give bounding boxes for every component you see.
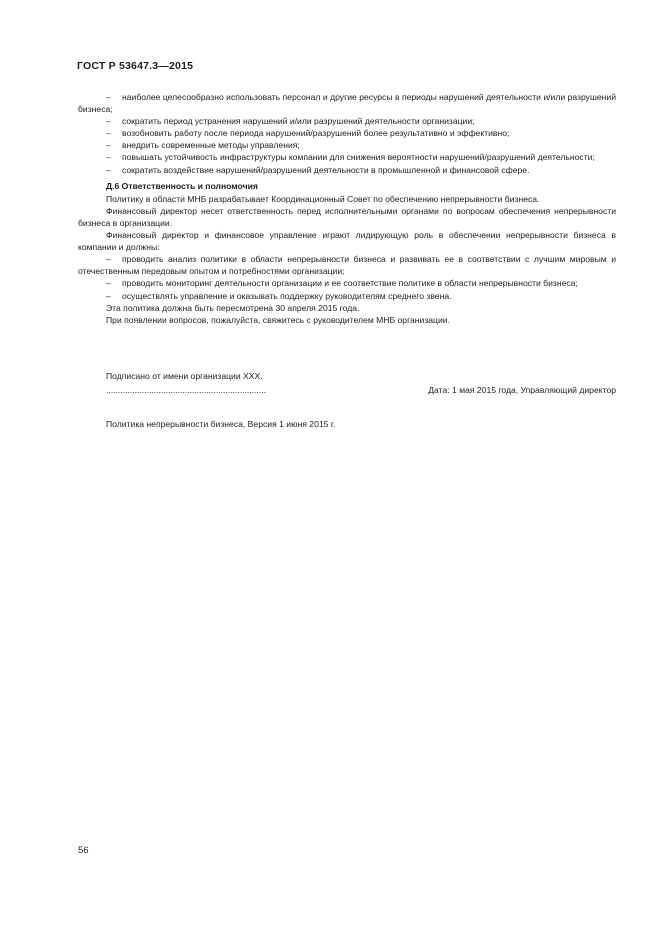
list-item: – внедрить современные методы управления; (106, 140, 300, 151)
list-item: – проводить анализ политики в области непрерывности бизнеса и развивать ее в соответствии с лучшим мировым и отечественным передовым опытом и потребностями организации; (78, 254, 616, 277)
paragraph: При появлении вопросов, пожалуйста, свяжитесь с руководителем МНБ организации. (106, 314, 450, 325)
paragraph: Финансовый директор и финансовое управление играют лидирующую роль в обеспечении непрерывности бизнеса в компании и должны: (78, 230, 616, 253)
standard-code-header: ГОСТ Р 53647.3—2015 (77, 60, 194, 72)
dash-marker: – (106, 254, 111, 265)
list-item: – проводить мониторинг деятельности организации и ее соответствие политике в области непрерывности бизнеса; (106, 278, 578, 289)
list-item: – возобновить работу после периода нарушений/разрушений более результативно и эффективно; (106, 128, 510, 139)
document-body (78, 91, 616, 430)
dash-marker: – (106, 116, 111, 127)
signature-date-role: Дата: 1 мая 2015 года, Управляющий директор (428, 384, 616, 395)
dash-marker: – (106, 164, 111, 175)
signature-line (78, 384, 616, 396)
list-item: – осуществлять управление и оказывать поддержку руководителям среднего звена. (106, 290, 452, 301)
list-item: – сократить период устранения нарушений и/или разрушений деятельности организации; (106, 116, 475, 127)
page-number: 56 (78, 845, 89, 856)
dash-marker: – (106, 128, 111, 139)
paragraph: Политику в области МНБ разрабатывает Координационный Совет по обеспечению непрерывности бизнеса. (106, 193, 540, 204)
dash-marker: – (106, 152, 111, 163)
paragraph: Эта политика должна быть пересмотрена 30 апреля 2015 года. (106, 302, 360, 313)
dash-marker: – (106, 140, 111, 151)
signature-dots: ................................................................... (106, 384, 266, 395)
dash-marker: – (106, 290, 111, 301)
list-item: – сократить воздействие нарушений/разрушений деятельности в промышленной и финансовой сфере. (106, 164, 530, 175)
dash-marker: – (106, 92, 111, 102)
policy-version-note: Политика непрерывности бизнеса, Версия 1 июня 2015 г. (106, 418, 336, 429)
dash-marker: – (106, 278, 111, 289)
list-item: – повышать устойчивость инфраструктуры компании для снижения вероятности нарушений/разрушений деятельности; (106, 152, 595, 163)
section-heading: Д.6 Ответственность и полномочия (106, 180, 258, 191)
paragraph: Финансовый директор несет ответственность перед исполнительными органами по вопросам обеспечения непрерывности бизнеса в организации. (78, 205, 616, 228)
list-item: – наиболее целесообразно использовать персонал и другие ресурсы в периоды нарушений деятельности и/или разрушений бизнеса; (78, 92, 616, 115)
signed-by-line: Подписано от имени организации XXX. (106, 370, 263, 381)
